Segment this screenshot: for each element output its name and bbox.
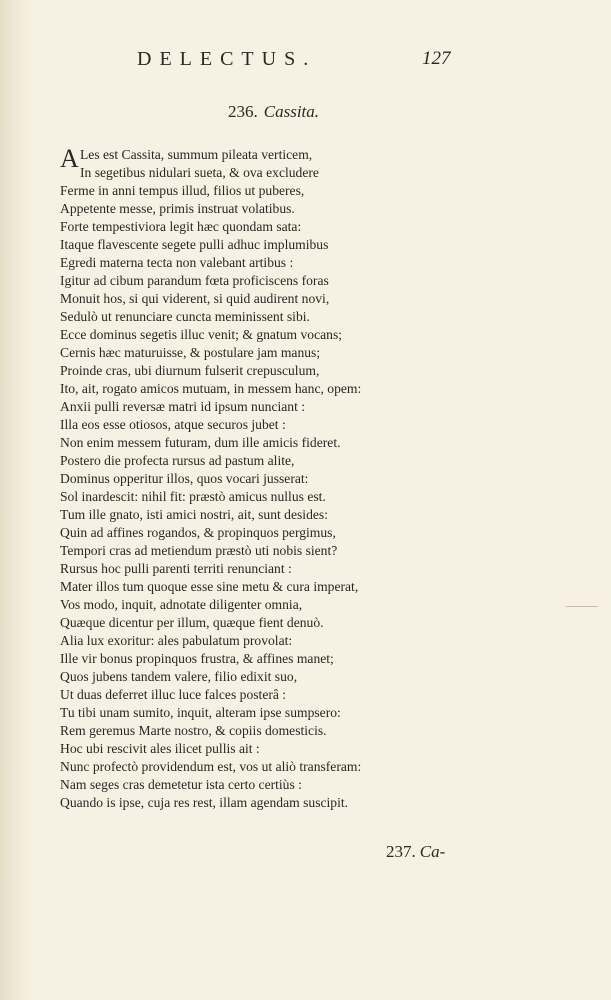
verse-line: Dominus opperitur illos, quos vocari jusserat: [60,471,309,486]
verse-line: Ecce dominus segetis illuc venit; & gnatum vocans; [60,327,343,342]
verse-line: Alia lux exoritur: ales pabulatum provolat: [60,633,293,648]
verse-line: Quin ad affines rogandos, & propinquos pergimus, [60,525,336,540]
margin-mark [566,606,598,607]
verse-line: Ferme in anni tempus illud, filios ut puberes, [60,183,305,198]
verse-line: Quando is ipse, cuja res rest, illam agendam suscipit. [60,795,349,810]
fable-title [228,102,319,122]
verse-line: In segetibus nidulari sueta, & ova excludere [80,165,319,180]
running-head: DELECTUS. [137,48,317,70]
verse-line: Tu tibi unam sumito, inquit, alteram ipse sumpsero: [60,705,341,720]
verse-line: Monuit hos, si qui viderent, si quid audirent novi, [60,291,330,306]
verse-line: Nam seges cras demetetur ista certo certiùs : [60,777,302,792]
verse-line: Hoc ubi rescivit ales ilicet pullis ait : [60,741,260,756]
next-fable-number: 237. [386,842,416,861]
catchword [386,842,445,862]
verse-line: Mater illos tum quoque esse sine metu & cura imperat, [60,579,359,594]
verse-line: Quos jubens tandem valere, filio edixit suo, [60,669,298,684]
verse-line: Non enim messem futuram, dum ille amicis fideret. [60,435,341,450]
verse-line: Postero die profecta rursus ad pastum alite, [60,453,295,468]
drop-capital: A [60,144,79,173]
verse-line: Anxii pulli reversæ matri id ipsum nunciant : [60,399,306,414]
verse-line: Ille vir bonus propinquos frustra, & affines manet; [60,651,334,666]
verse-line: Tum ille gnato, isti amici nostri, ait, sunt desides: [60,507,328,522]
page-gutter-shadow [0,0,30,1000]
verse-line: Egredi materna tecta non valebant artibus : [60,255,294,270]
fable-number: 236. [228,102,258,121]
verse-line: Vos modo, inquit, adnotate diligenter omnia, [60,597,303,612]
verse-line: Sol inardescit: nihil fit: præstò amicus nullus est. [60,489,326,504]
verse-line: Les est Cassita, summum pileata verticem, [80,147,313,162]
verse-line: Tempori cras ad metiendum præstò uti nobis sient? [60,543,338,558]
page-header [0,48,611,74]
fable-name: Cassita. [263,102,320,121]
verse-line: Quæque dicentur per illum, quæque fient denuò. [60,615,324,630]
verse-line: Rem geremus Marte nostro, & copiis domesticis. [60,723,327,738]
verse-line: Ito, ait, rogato amicos mutuam, in messem hanc, opem: [60,381,362,396]
verse-line: Ut duas deferret illuc luce falces posterâ : [60,687,287,702]
verse-line: Proinde cras, ubi diurnum fulserit crepusculum, [60,363,320,378]
verse-line: Igitur ad cibum parandum fœta proficiscens foras [60,273,329,288]
verse-line: Appetente messe, primis instruat volatibus. [60,201,295,216]
verse-line: Forte tempestiviora legit hæc quondam sata: [60,219,302,234]
verse-line: Illa eos esse otiosos, atque securos jubet : [60,417,286,432]
catchword-text: Ca- [419,842,446,861]
verse-line: Cernis hæc maturuisse, & postulare jam manus; [60,345,321,360]
verse-line: Nunc profectò providendum est, vos ut aliò transferam: [60,759,362,774]
verse-line: Itaque flavescente segete pulli adhuc implumibus [60,237,329,252]
page-number: 127 [422,48,451,69]
verse-line: Rursus hoc pulli parenti territi renunciant : [60,561,292,576]
verse-line: Sedulò ut renunciare cuncta meminissent sibi. [60,309,310,324]
